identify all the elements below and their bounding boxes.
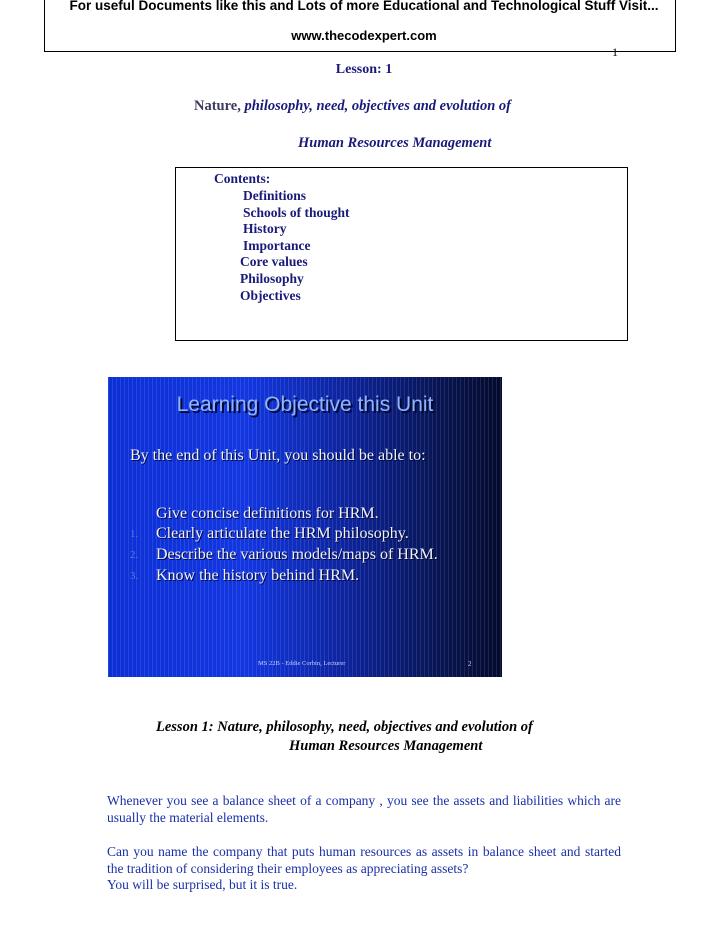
- slide-footer: MS 22B - Eddie Corbin, Lecturer: [258, 660, 346, 667]
- contents-heading: Contents:: [214, 171, 271, 186]
- body-paragraph-2: Can you name the company that puts human resources as assets in balance sheet and started the tradition of considering their employees as appreciating assets?: [107, 844, 621, 876]
- title-word-nature: Nature,: [194, 98, 241, 114]
- slide-objective-number: 3.: [130, 570, 139, 582]
- banner-url[interactable]: www.thecodexpert.com: [291, 28, 437, 43]
- contents-item: Philosophy: [240, 271, 304, 286]
- contents-item: History: [243, 221, 287, 236]
- section-heading-line1: Lesson 1: Nature, philosophy, need, objectives and evolution of: [156, 719, 533, 735]
- lesson-title-line1: [194, 98, 511, 115]
- contents-item: Objectives: [240, 288, 301, 303]
- contents-item: Core values: [240, 254, 308, 269]
- slide-image: [108, 377, 502, 677]
- section-heading-line2: Human Resources Management: [289, 738, 483, 754]
- slide-title: Learning Objective this Unit: [176, 393, 434, 416]
- lesson-number: Lesson: 1: [335, 62, 393, 77]
- slide-objective: Describe the various models/maps of HRM.: [156, 546, 438, 563]
- body-paragraph-1: Whenever you see a balance sheet of a company , you see the assets and liabilities which are usually the material elements.: [107, 793, 621, 825]
- lesson-title-line2: Human Resources Management: [298, 135, 492, 151]
- slide-page-number: 2: [468, 660, 472, 668]
- slide-objective: Know the history behind HRM.: [156, 567, 360, 584]
- slide-objective-number: 2.: [130, 549, 139, 561]
- slide-objective: Give concise definitions for HRM.: [156, 505, 379, 522]
- contents-item: Importance: [243, 238, 311, 253]
- contents-item: Definitions: [243, 188, 307, 203]
- contents-item: Schools of thought: [243, 205, 350, 220]
- slide-objective-number: 1.: [130, 528, 139, 540]
- banner-promo-text: For useful Documents like this and Lots of more Educational and Technological Stuff Visit...: [69, 0, 659, 13]
- slide-objective: Clearly articulate the HRM philosophy.: [156, 525, 409, 542]
- slide-intro: By the end of this Unit, you should be able to:: [130, 447, 426, 464]
- body-paragraph-3: You will be surprised, but it is true.: [107, 877, 298, 892]
- title-rest: philosophy, need, objectives and evolution of: [240, 98, 511, 114]
- page-number: 1: [612, 45, 618, 59]
